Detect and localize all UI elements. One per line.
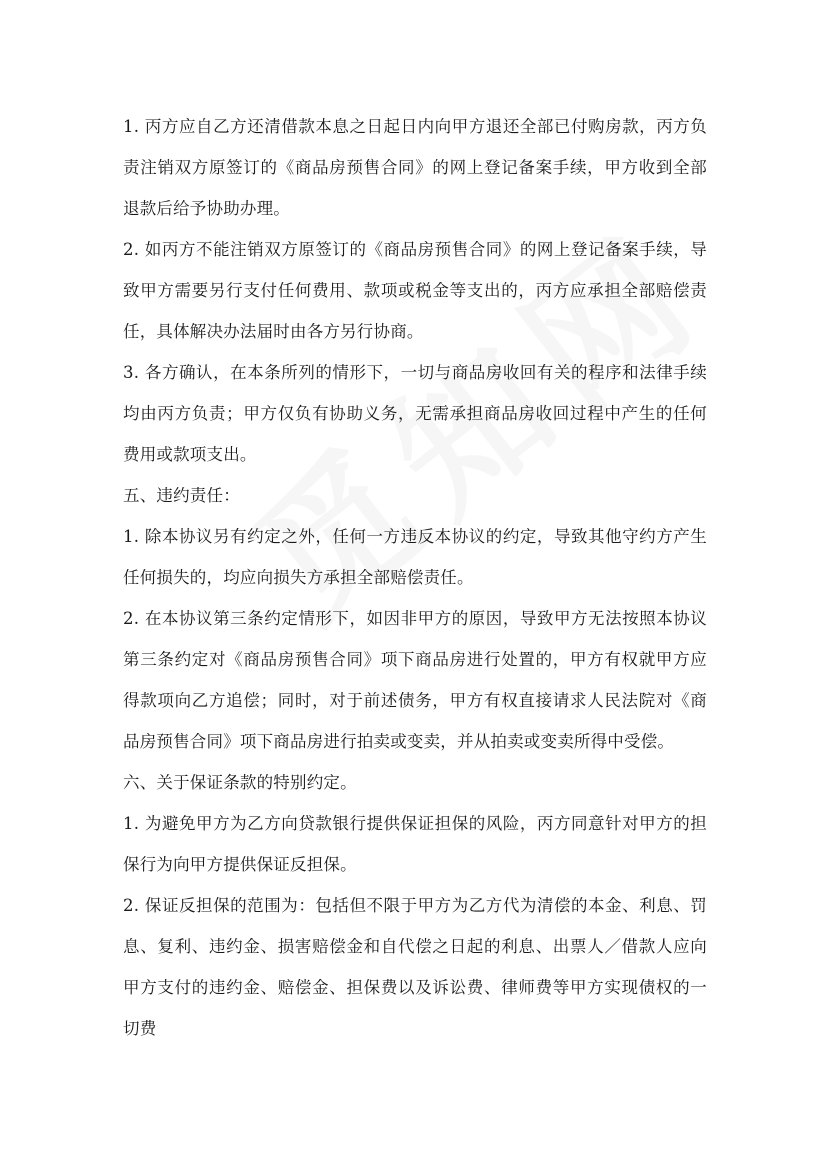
clause-paragraph: 2. 保证反担保的范围为：包括但不限于甲方为乙方代为清偿的本金、利息、罚息、复利、违约金、损害赔偿金和自代偿之日起的利息、出票人／借款人应向甲方支付的违约金、赔偿金、担保费以及诉讼费、律师费等甲方实现债权的一切费	[123, 896, 707, 1038]
document-body	[123, 106, 707, 1049]
section-heading: 六、关于保证条款的特别约定。	[123, 773, 357, 792]
clause-paragraph: 2. 如丙方不能注销双方原签订的《商品房预售合同》的网上登记备案手续，导致甲方需要另行支付任何费用、款项或税金等支出的，丙方应承担全部赔偿责任，具体解决办法届时由各方另行协商。	[123, 240, 707, 341]
clause-paragraph: 1. 丙方应自乙方还清借款本息之日起日内向甲方退还全部已付购房款，丙方负责注销双方原签订的《商品房预售合同》的网上登记备案手续，甲方收到全部退款后给予协助办理。	[123, 117, 707, 218]
clause-paragraph: 3. 各方确认，在本条所列的情形下，一切与商品房收回有关的程序和法律手续均由丙方负责；甲方仅负有协助义务，无需承担商品房收回过程中产生的任何费用或款项支出。	[123, 363, 707, 464]
clause-paragraph: 1. 为避免甲方为乙方向贷款银行提供保证担保的风险，丙方同意针对甲方的担保行为向甲方提供保证反担保。	[123, 814, 707, 874]
clause-paragraph: 2. 在本协议第三条约定情形下，如因非甲方的原因，导致甲方无法按照本协议第三条约定对《商品房预售合同》项下商品房进行处置的，甲方有权就甲方应得款项向乙方追偿；同时，对于前述债务，甲方有权直接请求人民法院对《商品房预售合同》项下商品房进行拍卖或变卖，并从拍卖或变卖所得中受偿。	[123, 609, 707, 751]
clause-paragraph: 1. 除本协议另有约定之外，任何一方违反本协议的约定，导致其他守约方产生任何损失的，均应向损失方承担全部赔偿责任。	[123, 527, 707, 587]
section-heading: 五、违约责任：	[123, 486, 240, 505]
